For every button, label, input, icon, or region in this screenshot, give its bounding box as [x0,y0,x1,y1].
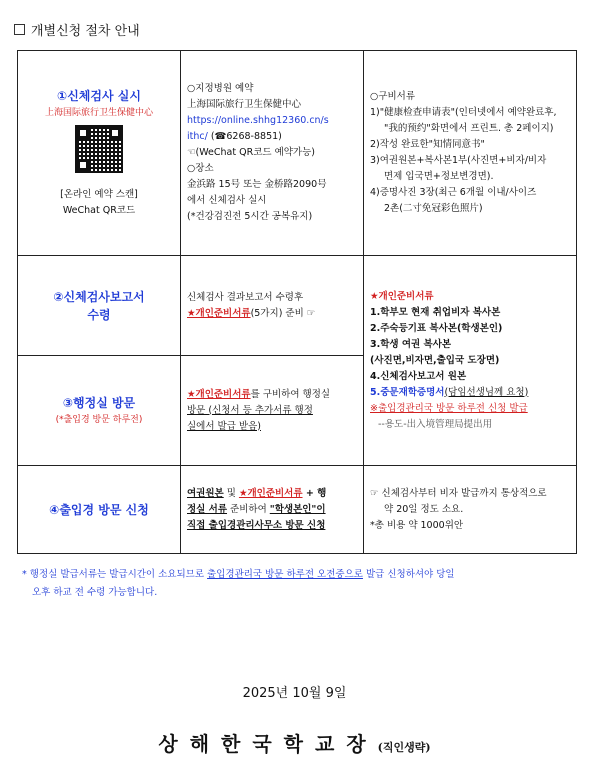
step4-cell [18,466,181,554]
table-row [18,256,577,356]
docs-line: 2)작성 완료한"知情同意书" [370,139,485,150]
step2-info [181,256,364,356]
office-docs: 정실 서류 [187,503,228,515]
section-title-text: 개별신청 절차 안내 [31,24,140,39]
notes-line: *총 비용 약 1000위안 [370,519,464,531]
docs-item: 1.학부모 현재 취업비자 복사본 [370,306,501,318]
docs-item-note: (담임선생님께 요청) [444,386,529,398]
docs-line: 4)증명사진 3장(최근 6개월 이내/사이즈 [370,187,537,198]
principal-signature: 상해한국학교장 [158,732,378,756]
info-text: + 행 [302,487,327,499]
personal-docs-list [364,256,577,466]
docs-item-warning: ※출입경관리국 방문 하루전 신청 발급 [370,402,528,414]
footnote-text: 발급 신청하셔야 당일 [362,569,455,580]
docs-item-usage: --용도-出入境管理局提出用 [378,418,493,430]
notes-line: 약 20일 정도 소요. [384,503,464,515]
checkbox-icon [14,24,25,35]
step3-cell [18,356,181,466]
footnote-emphasis: 출입경관리국 방문 하루전 오전중으로 [207,569,363,580]
footnote-text: * 행정실 발급서류는 발급시간이 소요되므로 [22,569,208,580]
info-line: 에서 신체검사 실시 [187,195,267,206]
info-text: 준비하여 [227,503,270,515]
step2-title-2: 수령 [87,307,111,322]
info-line: 上海国际旅行卫生保健中心 [187,99,302,110]
personal-docs-ref: ★개인준비서류 [187,388,251,400]
step4-notes [364,466,577,554]
notes-line: ☞ 신체검사부터 비자 발급까지 통상적으로 [370,487,547,499]
table-row [18,51,577,256]
docs-item: (사진면,비자면,출입국 도장면) [370,354,500,366]
info-line: 신체검사 결과보고서 수령후 [187,291,304,303]
footnote-text: 오후 하교 전 수령 가능합니다. [32,587,158,598]
student-self: "학생본인"이 [269,503,326,515]
info-line: (*건강검진전 5시간 공복유지) [187,211,313,222]
docs-line: 1)"健康检查申请表"(인터넷에서 예약완료후, [370,107,557,118]
procedure-table [17,50,577,554]
info-line: 실에서 발급 받음) [187,420,261,432]
scan-label: [온라인 예약 스캔] [60,189,138,200]
docs-item: 4.신체검사보고서 원본 [370,370,467,382]
step3-title: ③행정실 방문 [62,395,136,410]
info-text: 및 [223,487,239,499]
docs-line: 2촌(二寸免冠彩色照片) [384,203,483,214]
step3-info [181,356,364,466]
seal-omitted: (직인생략) [377,741,431,754]
booking-link-cont[interactable]: ithc/ [187,131,208,142]
footnote [22,566,567,602]
info-text: (5가지) 준비 ☞ [250,307,316,319]
signature-block [0,728,589,757]
docs-line: "我的预约"화면에서 프린트. 총 2페이지) [384,123,554,134]
personal-docs-ref: ★개인준비서류 [238,487,303,499]
docs-item: 3.학생 여권 복사본 [370,338,452,350]
info-line: 직접 출입경관리사무소 방문 신청 [187,519,326,531]
docs-line: 3)여권원본+복사본1부(사진면+비자/비자 [370,155,547,166]
info-line: 金浜路 15号 또는 金桥路2090号 [187,179,327,190]
step1-cell [18,51,181,256]
info-text: 를 구비하여 행정실 [250,388,331,400]
phone: (☎6268-8851) [210,131,282,142]
step1-docs [364,51,577,256]
step4-title: ④출입경 방문 신청 [49,502,149,517]
step1-info [181,51,364,256]
booking-link[interactable]: https://online.shhg12360.cn/s [187,115,329,126]
docs-line: ○구비서류 [370,91,415,102]
info-line: 방문 (신청서 등 추가서류 행정 [187,404,313,416]
step2-cell [18,256,181,356]
step2-title: ②신체검사보고서 [53,289,145,304]
step3-sub: (*출입경 방문 하루전) [55,414,143,425]
table-row [18,466,577,554]
info-line: ○지정병원 예약 [187,83,254,94]
info-line: ☜(WeChat QR코드 예약가능) [187,147,315,158]
docs-title: ★개인준비서류 [370,290,434,302]
wechat-qr-code[interactable] [75,125,123,173]
docs-item: 2.주숙등기표 복사본(학생본인) [370,322,503,334]
docs-line: 면제 입국면+정보변경면). [384,171,494,182]
info-line: ○장소 [187,163,214,174]
section-title [14,20,140,39]
passport-original: 여권원본 [187,487,224,499]
document-date: 2025년 10월 9일 [242,686,347,701]
step1-org: 上海国际旅行卫生保健中心 [44,108,153,118]
step1-title: ①신체검사 실시 [57,89,141,103]
qr-label: WeChat QR코드 [62,205,136,216]
docs-item: 5.중문재학증명서 [370,386,445,398]
personal-docs-ref: ★개인준비서류 [187,307,251,319]
step4-info [181,466,364,554]
